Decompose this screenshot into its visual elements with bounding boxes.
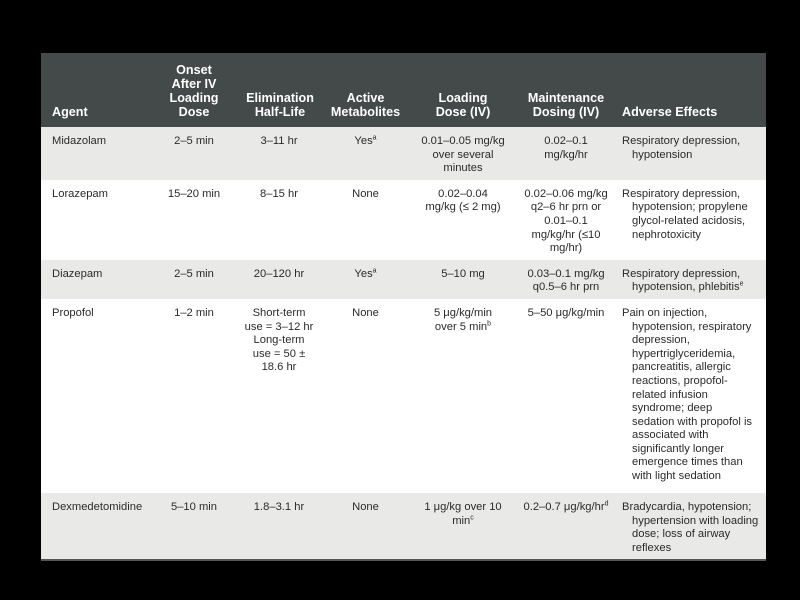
cell-loading-dose: [411, 299, 515, 493]
header-onset: [150, 53, 238, 127]
footnote-mark: a: [372, 267, 377, 275]
sedatives-table-panel: [41, 53, 766, 554]
cell-metabolites: None: [320, 493, 411, 560]
table-row-lorazepam: [41, 180, 766, 260]
metabolites-text: Yes: [354, 267, 373, 280]
cell-adverse: [617, 180, 766, 260]
cell-metabolites: [320, 260, 411, 299]
header-agent: Agent: [41, 53, 150, 127]
table-row-propofol: [41, 299, 766, 493]
maintenance-text: 0.2–0.7 μg/kg/hr: [523, 500, 605, 513]
half-life-text: Short-term use = 3–12 hr Long-term use = 50 ± 18.6 hr: [244, 306, 314, 374]
cell-maintenance: [515, 127, 617, 180]
cell-metabolites: None: [352, 187, 379, 200]
table-row-dexmedetomidine: [41, 493, 766, 560]
adverse-text: Pain on injection, hypotension, respiratory depression, hypertriglyceridemia, pancreatitis, allergic reactions, propofol-related infusion syndrome; deep sedation with propofol is associated with significantly longer emergence times than with light sedation: [622, 306, 753, 483]
cell-agent: Lorazepam: [52, 187, 108, 200]
footnote-mark: d: [604, 500, 609, 508]
footnote-mark: b: [487, 319, 492, 327]
header-loading-dose: [411, 53, 515, 127]
table-row-diazepam: [41, 260, 766, 299]
cell-onset: 2–5 min: [150, 260, 238, 299]
footnote-mark: a: [372, 134, 377, 142]
cell-loading-dose: [411, 180, 515, 260]
cell-onset: 2–5 min: [150, 127, 238, 180]
maintenance-text: 0.02–0.1 mg/kg/hr: [544, 135, 588, 161]
cell-onset: 1–2 min: [174, 306, 214, 319]
cell-adverse: [617, 493, 766, 560]
cell-metabolites: [320, 127, 411, 180]
cell-maintenance: [515, 493, 617, 560]
footnote-mark: c: [470, 513, 474, 521]
cell-agent: Diazepam: [41, 260, 150, 299]
header-metabolites: [320, 53, 411, 127]
header-half-life-text: Elimination Half-Life: [246, 91, 314, 119]
table-body: [41, 127, 766, 560]
cell-half-life: 1.8–3.1 hr: [238, 493, 320, 560]
header-loading-dose-text: Loading Dose (IV): [435, 91, 491, 119]
loading-dose-text: 1 μg/kg over 10 min: [424, 500, 502, 527]
metabolites-text: Yes: [354, 135, 373, 147]
cell-adverse: [617, 260, 766, 299]
header-half-life: [238, 53, 320, 127]
cell-loading-dose: [411, 127, 515, 180]
cell-adverse: [617, 127, 766, 180]
header-adverse: Adverse Effects: [617, 53, 766, 127]
adverse-text: Respiratory depression, hypotension: [622, 135, 741, 161]
cell-adverse: [617, 299, 766, 493]
cell-agent: Dexmedetomidine: [41, 493, 150, 560]
cell-half-life: 3–11 hr: [238, 127, 320, 180]
loading-dose-text: 5 μg/kg/min over 5 min: [433, 306, 493, 333]
footnote-mark: e: [739, 280, 744, 288]
loading-dose-text: 0.01–0.05 mg/kg over several minutes: [421, 135, 505, 175]
cell-loading-dose: [411, 493, 515, 560]
table-header: [41, 53, 766, 127]
header-maintenance-text: Maintenance Dosing (IV): [527, 91, 605, 119]
adverse-text: Respiratory depression, hypotension; propylene glycol-related acidosis, nephrotoxicity: [622, 187, 748, 241]
cell-agent: Propofol: [52, 306, 94, 319]
cell-onset: 5–10 min: [150, 493, 238, 560]
sedatives-table: [41, 53, 766, 561]
cell-agent: Midazolam: [41, 127, 150, 180]
header-maintenance: [515, 53, 617, 127]
header-metabolites-text: Active Metabolites: [330, 91, 401, 119]
header-row: [41, 53, 766, 127]
cell-onset: 15–20 min: [167, 187, 221, 200]
cell-maintenance: [515, 260, 617, 299]
cell-metabolites: None: [352, 306, 379, 319]
cell-loading-dose: 5–10 mg: [411, 260, 515, 299]
cell-half-life: 8–15 hr: [260, 187, 298, 200]
cell-maintenance: 5–50 μg/kg/min: [527, 306, 605, 319]
cell-maintenance: [515, 180, 617, 260]
cell-half-life: [238, 299, 320, 493]
header-onset-text: Onset After IV Loading Dose: [169, 63, 219, 119]
adverse-text: Respiratory depression, hypotension, phlebitis: [622, 267, 741, 294]
adverse-text: Bradycardia, hypotension; hypertension with loading dose; loss of airway reflexes: [622, 500, 759, 554]
maintenance-text: 0.03–0.1 mg/kg q0.5–6 hr prn: [527, 267, 605, 294]
maintenance-text: 0.02–0.06 mg/kg q2–6 hr prn or 0.01–0.1 mg/kg/hr (≤10 mg/hr): [524, 187, 608, 255]
loading-dose-text: 0.02–0.04 mg/kg (≤ 2 mg): [425, 187, 501, 214]
table-row-midazolam: [41, 127, 766, 180]
cell-half-life: 20–120 hr: [238, 260, 320, 299]
